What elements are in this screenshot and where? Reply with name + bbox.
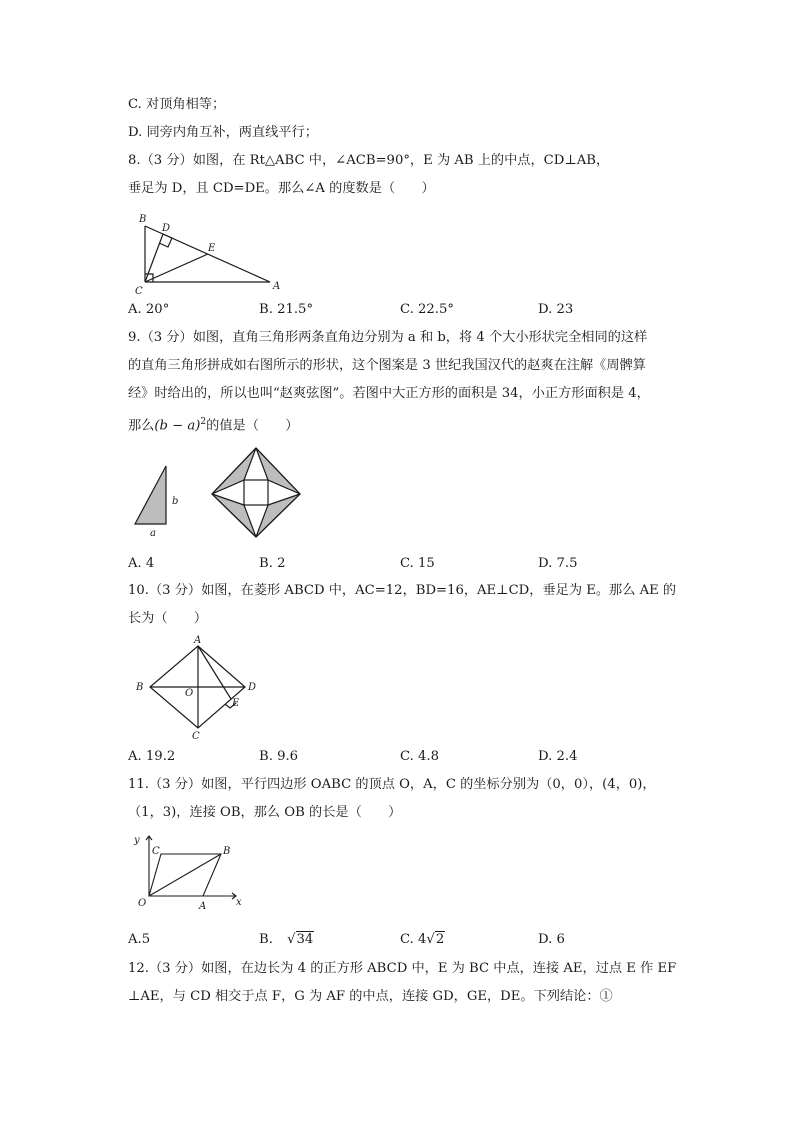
q9-line4-post: 的值是（ ）: [206, 418, 299, 434]
q9-option-b[interactable]: B. 2: [259, 556, 286, 571]
q11-label-c: C: [152, 846, 160, 857]
q11-option-c-radicand: 2: [435, 932, 445, 947]
sqrt-sign-icon: √: [287, 932, 296, 947]
q9-inner-square: [244, 480, 268, 505]
q11-figure: [128, 830, 258, 915]
q9-stem-line4: [128, 413, 298, 435]
q9-label-b: b: [172, 496, 179, 507]
q9-label-a: a: [150, 528, 156, 539]
q8-options: [128, 302, 688, 320]
q8-stem-line2: 垂足为 D，且 CD=DE。那么∠A 的度数是（ ）: [128, 181, 435, 196]
q8-label-d: D: [162, 223, 171, 234]
q8-label-c: C: [135, 286, 143, 297]
q10-label-o: O: [185, 688, 194, 699]
q11-label-o: O: [138, 898, 147, 909]
q10-label-d: D: [248, 682, 257, 693]
q11-option-d[interactable]: D. 6: [538, 932, 565, 947]
q11-option-b-radicand: 34: [296, 932, 314, 947]
q11-option-b-sqrt: [287, 932, 314, 947]
q8-label-e: E: [208, 243, 216, 254]
q11-label-b: B: [223, 846, 231, 857]
q10-option-d[interactable]: D. 2.4: [538, 749, 578, 764]
q7-option-d: D. 同旁内角互补，两直线平行；: [128, 125, 318, 140]
q10-label-e: E: [232, 698, 240, 709]
q11-segment-ob: [149, 854, 221, 896]
q9-stem-line3: 经》时给出的，所以也叫“赵爽弦图”。若图中大正方形的面积是 34，小正方形面积是 4，: [128, 386, 650, 401]
q8-label-b: B: [139, 214, 147, 225]
q9-exponent: 2: [200, 417, 207, 427]
q8-option-c[interactable]: C. 22.5°: [400, 302, 454, 317]
q11-stem-line2: （1，3)，连接 OB，那么 OB 的长是（ ）: [128, 805, 402, 820]
q8-option-b[interactable]: B. 21.5°: [259, 302, 314, 317]
q10-option-a[interactable]: A. 19.2: [128, 749, 176, 764]
sqrt-sign-icon: √: [426, 932, 435, 947]
q9-option-a[interactable]: A. 4: [128, 556, 155, 571]
q8-option-a[interactable]: A. 20°: [128, 302, 170, 317]
q7-option-c: C. 对顶角相等；: [128, 97, 226, 112]
q9-stem-line2: 的直角三角形拼成如右图所示的形状，这个图案是 3 世纪我国汉代的赵爽在注解《周髀算: [128, 358, 646, 373]
q10-label-b: B: [136, 682, 144, 693]
q10-label-c: C: [192, 731, 200, 742]
q11-option-c[interactable]: [400, 932, 445, 947]
q9-right-triangle: [135, 466, 166, 524]
q11-stem-line1: 11.（3 分）如图，平行四边形 OABC 的顶点 O，A，C 的坐标分别为（0，0），(4，0)，: [128, 777, 656, 792]
q11-options: [128, 932, 688, 950]
q8-figure: [128, 210, 298, 298]
q8-label-a: A: [273, 281, 281, 292]
q11-option-a[interactable]: A.5: [128, 932, 151, 947]
q11-label-y: y: [134, 835, 140, 846]
q9-options: [128, 556, 688, 574]
q10-option-b[interactable]: B. 9.6: [259, 749, 299, 764]
q10-options: [128, 749, 688, 767]
q10-label-a: A: [194, 635, 202, 646]
q9-option-d[interactable]: D. 7.5: [538, 556, 578, 571]
q10-figure: [128, 632, 268, 742]
q12-stem-line1: 12.（3 分）如图，在边长为 4 的正方形 ABCD 中，E 为 BC 中点，连接 AE，过点 E 作 EF: [128, 961, 677, 976]
q8-stem-line1: 8.（3 分）如图，在 Rt△ABC 中，∠ACB=90°，E 为 AB 上的中点，CD⊥AB，: [128, 153, 610, 168]
q9-stem-line1: 9.（3 分）如图，直角三角形两条直角边分别为 a 和 b，将 4 个大小形状完全相同的这样: [128, 330, 648, 345]
q9-figure: [128, 440, 318, 540]
q10-stem-line1: 10.（3 分）如图，在菱形 ABCD 中，AC=12，BD=16，AE⊥CD，垂足为 E。那么 AE 的: [128, 583, 677, 598]
q11-option-b-prefix: B.: [259, 932, 273, 947]
q9-line4-pre: 那么: [128, 418, 155, 434]
q11-option-b[interactable]: [259, 932, 314, 947]
q11-option-c-prefix: C. 4: [400, 932, 427, 947]
q9-option-c[interactable]: C. 15: [400, 556, 435, 571]
q8-option-d[interactable]: D. 23: [538, 302, 574, 317]
q11-option-c-sqrt: [426, 932, 445, 947]
q10-option-c[interactable]: C. 4.8: [400, 749, 439, 764]
q9-expression: (b − a): [154, 418, 201, 434]
q12-stem-line2: ⊥AE，与 CD 相交于点 F，G 为 AF 的中点，连接 GD，GE，DE。下列结论：①: [128, 989, 613, 1004]
q10-stem-line2: 长为（ ）: [128, 611, 208, 626]
q11-label-x: x: [236, 897, 242, 908]
q11-label-a: A: [199, 901, 207, 912]
q9-zhao-shuang-diagram: [212, 448, 300, 537]
q10-segment-ae: [198, 646, 231, 699]
